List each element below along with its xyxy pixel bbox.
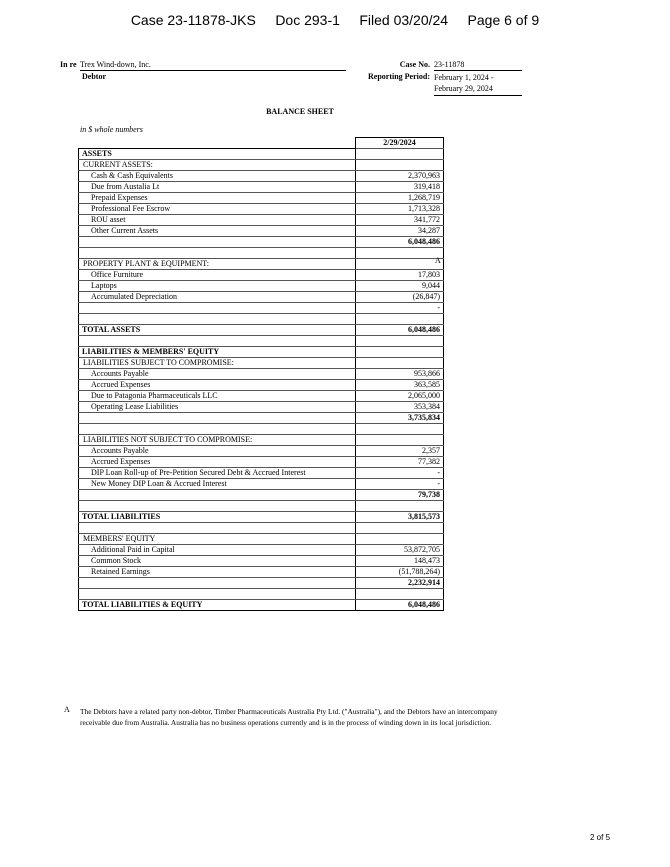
table-row	[79, 226, 444, 237]
case-number-stamp: Case 23-11878-JKS	[130, 12, 256, 28]
footnote-text: The Debtors have a related party non-debtor, Timber Pharmaceuticals Australia Pty Ltd. ("Australia"), and the Debtors have an intercompany receivable due from Australia. Australia has no business operations currently and is in the process of winding down in its local jurisdiction.	[80, 707, 498, 727]
table-row	[79, 545, 444, 556]
column-header-date: 2/29/2024	[356, 138, 444, 149]
table-row	[79, 501, 444, 512]
row-value	[356, 358, 444, 369]
row-value	[356, 248, 444, 259]
row-value	[356, 314, 444, 325]
row-value: -	[356, 468, 444, 479]
debtor-label: Debtor	[82, 72, 106, 81]
table-row	[79, 402, 444, 413]
row-value: 2,065,000	[356, 391, 444, 402]
row-label: ROU asset	[79, 215, 356, 226]
row-label	[79, 523, 356, 534]
row-value: 79,738	[356, 490, 444, 501]
table-row	[79, 479, 444, 490]
table-row	[79, 182, 444, 193]
row-value: 6,048,486	[356, 325, 444, 336]
header-label-cell	[79, 138, 356, 149]
row-label: New Money DIP Loan & Accrued Interest	[79, 479, 356, 490]
row-label: PROPERTY PLANT & EQUIPMENT:	[79, 259, 356, 270]
row-label	[79, 589, 356, 600]
row-label	[79, 248, 356, 259]
row-label	[79, 314, 356, 325]
row-value	[356, 259, 444, 270]
row-value: 17,803	[356, 270, 444, 281]
table-row	[79, 160, 444, 171]
row-value: 77,382	[356, 457, 444, 468]
row-label: TOTAL ASSETS	[79, 325, 356, 336]
case-no-label: Case No.	[399, 60, 430, 69]
row-label: Due to Patagonia Pharmaceuticals LLC	[79, 391, 356, 402]
table-row	[79, 556, 444, 567]
table-row	[79, 215, 444, 226]
row-label: Accrued Expenses	[79, 457, 356, 468]
table-row	[79, 204, 444, 215]
row-value: 53,872,705	[356, 545, 444, 556]
row-label: MEMBERS' EQUITY	[79, 534, 356, 545]
table-row	[79, 314, 444, 325]
row-label: Accounts Payable	[79, 446, 356, 457]
row-value: (51,788,264)	[356, 567, 444, 578]
table-row	[79, 270, 444, 281]
filed-date-stamp: Filed 03/20/24	[359, 12, 449, 28]
table-row	[79, 534, 444, 545]
row-value	[356, 534, 444, 545]
table-row	[79, 336, 444, 347]
table-row	[79, 281, 444, 292]
row-value: 148,473	[356, 556, 444, 567]
table-row	[79, 435, 444, 446]
row-label: CURRENT ASSETS:	[79, 160, 356, 171]
row-value: 1,713,328	[356, 204, 444, 215]
row-label: Common Stock	[79, 556, 356, 567]
table-row	[79, 523, 444, 534]
row-label: Operating Lease Liabilities	[79, 402, 356, 413]
row-label: Additional Paid in Capital	[79, 545, 356, 556]
reporting-period-line2: February 29, 2024	[434, 84, 493, 93]
row-label	[79, 237, 356, 248]
note-reference-marker: A	[435, 256, 441, 265]
table-row	[79, 149, 444, 160]
row-value: 6,048,486	[356, 237, 444, 248]
table-row	[79, 468, 444, 479]
row-value	[356, 501, 444, 512]
table-row	[79, 380, 444, 391]
table-row	[79, 237, 444, 248]
row-value: 953,866	[356, 369, 444, 380]
table-row	[79, 248, 444, 259]
row-value: 319,418	[356, 182, 444, 193]
row-label: Office Furniture	[79, 270, 356, 281]
row-label: LIABILITIES NOT SUBJECT TO COMPROMISE:	[79, 435, 356, 446]
row-label	[79, 424, 356, 435]
in-re-label: In re	[60, 60, 77, 69]
table-row	[79, 413, 444, 424]
reporting-period-value	[434, 72, 522, 96]
row-value	[356, 523, 444, 534]
page-number-stamp: Page 6 of 9	[467, 12, 540, 28]
table-row	[79, 490, 444, 501]
row-label: Accumulated Depreciation	[79, 292, 356, 303]
debtor-name: Trex Wind-down, Inc.	[80, 60, 346, 71]
row-label: DIP Loan Roll-up of Pre-Petition Secured Debt & Accrued Interest	[79, 468, 356, 479]
table-row	[79, 193, 444, 204]
row-value: 363,585	[356, 380, 444, 391]
table-row	[79, 325, 444, 336]
row-label: Due from Austalia Lt	[79, 182, 356, 193]
row-value: 3,815,573	[356, 512, 444, 523]
row-label: Accounts Payable	[79, 369, 356, 380]
row-value: -	[356, 479, 444, 490]
table-row	[79, 578, 444, 589]
table-row	[79, 446, 444, 457]
row-value: 34,287	[356, 226, 444, 237]
row-value	[356, 435, 444, 446]
units-note: in $ whole numbers	[80, 125, 143, 134]
row-value: 2,232,914	[356, 578, 444, 589]
row-value: 9,044	[356, 281, 444, 292]
table-header-row	[79, 138, 444, 149]
footnote-marker: A	[64, 705, 70, 714]
row-value: 1,268,719	[356, 193, 444, 204]
page-footer: 2 of 5	[590, 833, 611, 842]
row-label: Laptops	[79, 281, 356, 292]
row-label	[79, 303, 356, 314]
row-label: Prepaid Expenses	[79, 193, 356, 204]
row-label	[79, 413, 356, 424]
row-value: 2,357	[356, 446, 444, 457]
balance-sheet-table	[78, 137, 444, 611]
row-value	[356, 160, 444, 171]
row-value: -	[356, 303, 444, 314]
table-row	[79, 512, 444, 523]
row-label: Cash & Cash Equivalents	[79, 171, 356, 182]
row-label	[79, 578, 356, 589]
row-label: Retained Earnings	[79, 567, 356, 578]
row-label: LIABILITIES SUBJECT TO COMPROMISE:	[79, 358, 356, 369]
table-row	[79, 424, 444, 435]
row-label: LIABILITIES & MEMBERS' EQUITY	[79, 347, 356, 358]
row-value: 353,384	[356, 402, 444, 413]
row-label: Accrued Expenses	[79, 380, 356, 391]
row-label: TOTAL LIABILITIES & EQUITY	[79, 600, 356, 611]
row-label: Other Current Assets	[79, 226, 356, 237]
row-value	[356, 424, 444, 435]
row-value: (26,847)	[356, 292, 444, 303]
court-filing-header	[0, 12, 670, 28]
table-row	[79, 589, 444, 600]
row-value: 6,048,486	[356, 600, 444, 611]
table-row	[79, 358, 444, 369]
table-row	[79, 347, 444, 358]
row-label	[79, 501, 356, 512]
row-value	[356, 347, 444, 358]
row-label	[79, 490, 356, 501]
table-row	[79, 292, 444, 303]
row-label	[79, 336, 356, 347]
case-no-value: 23-11878	[434, 60, 522, 71]
table-row	[79, 391, 444, 402]
table-row	[79, 567, 444, 578]
table-row	[79, 303, 444, 314]
reporting-period-line1: February 1, 2024 -	[434, 73, 494, 82]
row-value	[356, 589, 444, 600]
balance-sheet-title: BALANCE SHEET	[266, 107, 334, 116]
table-row	[79, 369, 444, 380]
table-row	[79, 171, 444, 182]
row-label: Professional Fee Escrow	[79, 204, 356, 215]
row-label: TOTAL LIABILITIES	[79, 512, 356, 523]
row-value	[356, 336, 444, 347]
row-value: 3,735,834	[356, 413, 444, 424]
reporting-period-label: Reporting Period:	[368, 72, 430, 81]
row-value: 341,772	[356, 215, 444, 226]
table-row	[79, 457, 444, 468]
row-label: ASSETS	[79, 149, 356, 160]
doc-number-stamp: Doc 293-1	[275, 12, 340, 28]
row-value: 2,370,963	[356, 171, 444, 182]
table-row	[79, 600, 444, 611]
row-value	[356, 149, 444, 160]
table-row	[79, 259, 444, 270]
